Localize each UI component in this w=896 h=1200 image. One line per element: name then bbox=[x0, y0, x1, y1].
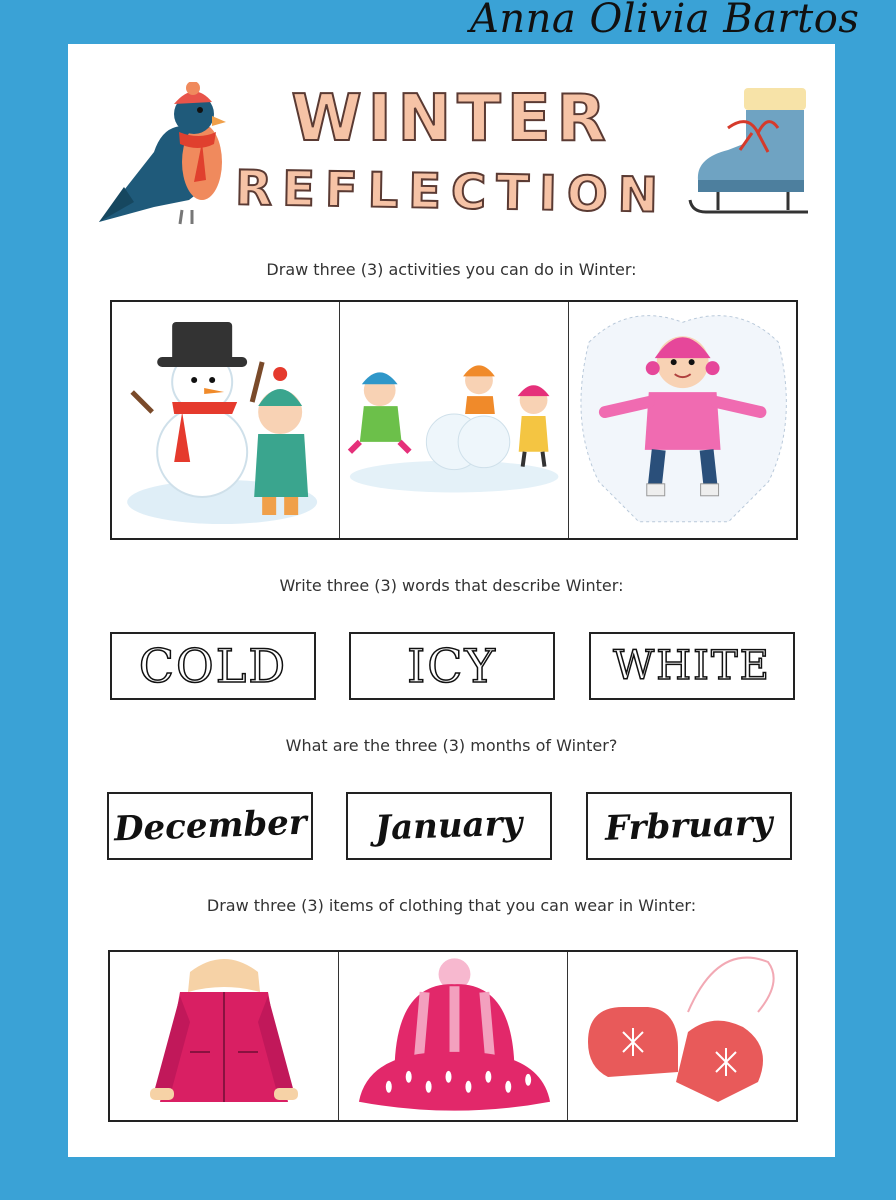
author-signature: Anna Olivia Bartos bbox=[470, 0, 860, 42]
word-answer-2[interactable] bbox=[349, 632, 555, 700]
word-answer-3[interactable] bbox=[589, 632, 795, 700]
snow-angel-drawing bbox=[568, 302, 796, 538]
title-reflection: REFLECTION bbox=[234, 160, 669, 224]
word-answer-1-text: COLD bbox=[138, 639, 288, 693]
mittens-drawing bbox=[567, 952, 796, 1120]
activities-grid bbox=[110, 300, 798, 540]
word-answer-3-text: WHITE bbox=[613, 643, 771, 689]
month-answer-3[interactable] bbox=[586, 792, 792, 860]
month-answer-2[interactable] bbox=[346, 792, 552, 860]
snowman-drawing bbox=[112, 302, 339, 538]
words-prompt: Write three (3) words that describe Winter: bbox=[279, 576, 624, 595]
activities-prompt: Draw three (3) activities you can do in Winter: bbox=[266, 260, 637, 279]
title-winter: WINTER bbox=[291, 82, 612, 156]
month-answer-1[interactable] bbox=[107, 792, 313, 860]
winter-hat-drawing bbox=[338, 952, 567, 1120]
month-answer-1-text: December bbox=[112, 802, 308, 850]
worksheet bbox=[68, 44, 835, 1157]
snowball-fight-drawing bbox=[339, 302, 567, 538]
word-answer-1[interactable] bbox=[110, 632, 316, 700]
word-answer-2-text: ICY bbox=[407, 639, 497, 693]
month-answer-3-text: Frbruary bbox=[604, 803, 774, 849]
months-prompt: What are the three (3) months of Winter? bbox=[285, 736, 618, 755]
clothing-prompt: Draw three (3) items of clothing that you can wear in Winter: bbox=[206, 896, 697, 915]
clothing-grid bbox=[108, 950, 798, 1122]
month-answer-2-text: January bbox=[374, 803, 524, 849]
coat-drawing bbox=[110, 952, 338, 1120]
